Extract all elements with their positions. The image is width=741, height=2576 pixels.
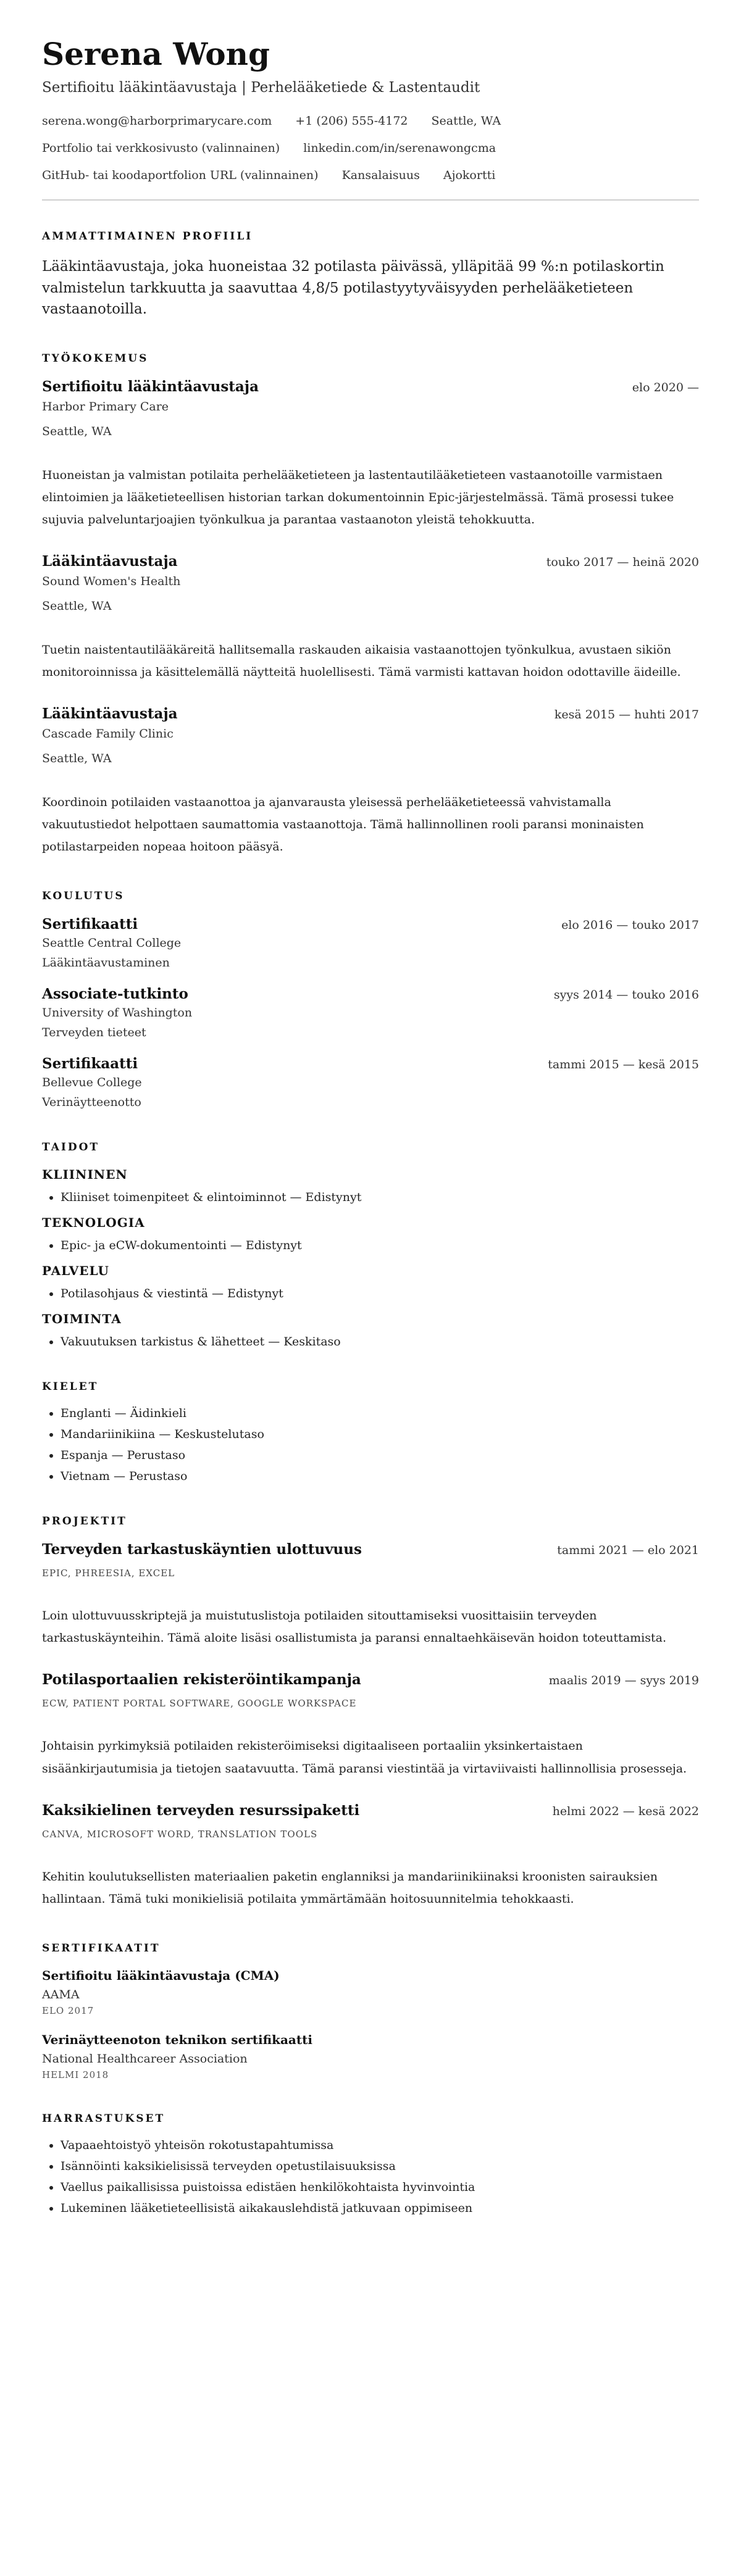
job-title: Lääkintäavustaja	[42, 705, 178, 722]
profile-text: Lääkintäavustaja, joka huoneistaa 32 potilasta päivässä, ylläpitää 99 %:n potilaskortin valmistelun tarkkuutta ja saavuttaa 4,8/5 potilastyytyväisyyden perhelääketieteen vastaanotoilla.	[42, 259, 664, 317]
skill-category: TOIMINTA	[42, 1311, 122, 1327]
projects-list	[42, 1541, 699, 1910]
certification-title: Verinäytteenoton teknikon sertifikaatti	[42, 2032, 312, 2047]
section-title: SERTIFIKAATIT	[42, 1942, 161, 1955]
github-link[interactable]: GitHub- tai koodaportfolion URL (valinnainen)	[42, 168, 319, 182]
school-name: Seattle Central College	[42, 936, 182, 950]
project-dates: maalis 2019 — syys 2019	[548, 1674, 699, 1688]
certification-org: National Healthcareer Association	[42, 2051, 248, 2066]
header-divider	[42, 199, 699, 201]
education-list	[42, 916, 699, 1109]
field-of-study: Verinäytteenotto	[42, 1095, 141, 1110]
project-description: Loin ulottuvuusskriptejä ja muistutuslistoja potilaiden sitouttamiseksi vuosittaisiin terveyden tarkastuskäynteihin. Tämä aloite lisäsi osallistumista ja paransi ennaltaehkäisevän hoidon toteuttamista.	[42, 1609, 666, 1645]
skill-group	[42, 1263, 699, 1300]
skills-list	[42, 1167, 699, 1348]
skill-group	[42, 1215, 699, 1252]
degree: Sertifikaatti	[42, 1055, 138, 1073]
project-tools: EPIC, PHREESIA, EXCEL	[42, 1568, 175, 1579]
job-description: Huoneistan ja valmistan potilaita perhelääketieteen ja lastentautilääketieteen vastaanotoille varmistaen elintoimien ja lääketieteellisen historian tarkan dokumentoinnin Epic-järjestelmässä. Tämä prosessi tukee sujuvia palveluntarjoajien työnkulkua ja parantaa vastaanoton yleistä tehokkuutta.	[42, 468, 674, 526]
project-tools: ECW, PATIENT PORTAL SOFTWARE, GOOGLE WORKSPACE	[42, 1698, 357, 1710]
education-entry	[42, 1055, 699, 1109]
resume-header	[42, 37, 699, 201]
language-item: • Espanja — Perustaso	[61, 1448, 699, 1462]
section-title: HARRASTUKSET	[42, 2112, 165, 2125]
certification-title: Sertifioitu lääkintäavustaja (CMA)	[42, 1967, 280, 1983]
entry-header	[42, 1802, 699, 1819]
project-title: Terveyden tarkastuskäyntien ulottuvuus	[42, 1541, 362, 1558]
skill-category: PALVELU	[42, 1263, 109, 1279]
certification-org: AAMA	[42, 1987, 80, 2001]
field-of-study: Lääkintäavustaminen	[42, 956, 170, 970]
job-description: Tuetin naistentautilääkäreitä hallitsemalla raskauden aikaisia vastaanottojen työnkulkua, avustaen sikiön monitoroinnissa ja käsittelemällä näytteitä huolellisesti. Tämä varmisti kattavan hoidon odottaville äideille.	[42, 642, 681, 679]
section-title: AMMATTIMAINEN PROFIILI	[42, 230, 253, 243]
projects-section	[42, 1515, 699, 1910]
entry-header	[42, 378, 699, 395]
entry-header	[42, 553, 699, 570]
school-name: University of Washington	[42, 1006, 193, 1020]
company-name: Cascade Family Clinic	[42, 726, 174, 741]
citizenship: Kansalaisuus	[341, 168, 420, 182]
section-title: TAIDOT	[42, 1141, 100, 1154]
section-title: TYÖKOKEMUS	[42, 352, 149, 365]
job-dates: touko 2017 — heinä 2020	[546, 555, 699, 569]
entry-header	[42, 916, 699, 933]
language-item: • Englanti — Äidinkieli	[61, 1406, 699, 1420]
company-name: Sound Women's Health	[42, 574, 181, 588]
project-title: Potilasportaalien rekisteröintikampanja	[42, 1671, 361, 1689]
section-title: PROJEKTIT	[42, 1515, 127, 1528]
education-entry	[42, 986, 699, 1039]
job-title: Sertifioitu lääkintäavustaja	[42, 378, 259, 395]
skill-items	[42, 1287, 699, 1300]
certification-entry	[42, 1968, 699, 2016]
skills-section	[42, 1141, 699, 1348]
contact-row-2	[42, 141, 699, 155]
project-dates: helmi 2022 — kesä 2022	[552, 1804, 699, 1818]
skill-item: • Kliiniset toimenpiteet & elintoiminnot — Edistynyt	[61, 1190, 699, 1204]
experience-entry	[42, 705, 699, 858]
hobby-item: • Lukeminen lääketieteellisistä aikakauslehdistä jatkuvaan oppimiseen	[61, 2201, 699, 2215]
linkedin-link[interactable]: linkedin.com/in/serenawongcma	[303, 141, 496, 155]
skill-group	[42, 1167, 699, 1204]
experience-section	[42, 352, 699, 858]
skill-items	[42, 1190, 699, 1204]
location: Seattle, WA	[431, 114, 501, 128]
project-dates: tammi 2021 — elo 2021	[557, 1544, 699, 1558]
school-name: Bellevue College	[42, 1076, 142, 1090]
job-title: Lääkintäavustaja	[42, 552, 178, 570]
contact-row-3	[42, 168, 699, 182]
certification-entry	[42, 2032, 699, 2080]
experience-list	[42, 378, 699, 858]
drivers-license: Ajokortti	[443, 168, 496, 182]
job-location: Seattle, WA	[42, 751, 112, 765]
project-entry	[42, 1671, 699, 1779]
section-title: KOULUTUS	[42, 890, 125, 903]
project-title: Kaksikielinen terveyden resurssipaketti	[42, 1801, 360, 1819]
email[interactable]: serena.wong@harborprimarycare.com	[42, 114, 272, 128]
skill-category: TEKNOLOGIA	[42, 1215, 145, 1231]
degree: Sertifikaatti	[42, 916, 138, 933]
project-entry	[42, 1541, 699, 1649]
certifications-section	[42, 1942, 699, 2080]
language-item: • Vietnam — Perustaso	[61, 1469, 699, 1483]
job-description: Koordinoin potilaiden vastaanottoa ja ajanvarausta yleisessä perhelääketieteessä vahvistamalla vakuutustiedot helpottaen saumattomia vastaanottoja. Tämä hallinnollinen rooli paransi moninaisten potilastarpeiden nopeaa hoitoon pääsyä.	[42, 795, 644, 854]
hobbies-list	[42, 2138, 699, 2215]
skill-item: • Vakuutuksen tarkistus & lähetteet — Keskitaso	[61, 1335, 699, 1348]
education-entry	[42, 916, 699, 970]
skill-item: • Epic- ja eCW-dokumentointi — Edistynyt	[61, 1239, 699, 1252]
profile-section	[42, 230, 699, 320]
job-dates: elo 2020 —	[632, 380, 699, 394]
skill-items	[42, 1335, 699, 1348]
company-name: Harbor Primary Care	[42, 399, 169, 413]
experience-entry	[42, 553, 699, 683]
skill-category: KLIININEN	[42, 1167, 128, 1182]
skill-items	[42, 1239, 699, 1252]
languages-list	[42, 1406, 699, 1483]
education-section	[42, 890, 699, 1109]
education-dates: tammi 2015 — kesä 2015	[548, 1058, 699, 1072]
hobby-item: • Isännöinti kaksikielisissä terveyden opetustilaisuuksissa	[61, 2159, 699, 2173]
certifications-list	[42, 1968, 699, 2080]
education-dates: elo 2016 — touko 2017	[561, 918, 699, 933]
skill-item: • Potilasohjaus & viestintä — Edistynyt	[61, 1287, 699, 1300]
hobby-item: • Vapaaehtoistyö yhteisön rokotustapahtumissa	[61, 2138, 699, 2152]
project-entry	[42, 1802, 699, 1910]
language-item: • Mandariinikiina — Keskustelutaso	[61, 1427, 699, 1441]
job-location: Seattle, WA	[42, 599, 112, 613]
job-location: Seattle, WA	[42, 424, 112, 438]
phone[interactable]: +1 (206) 555-4172	[295, 114, 408, 128]
experience-entry	[42, 378, 699, 531]
hobby-item: • Vaellus paikallisissa puistoissa edistäen henkilökohtaista hyvinvointia	[61, 2180, 699, 2194]
field-of-study: Terveyden tieteet	[42, 1026, 146, 1040]
languages-section	[42, 1381, 699, 1483]
certification-date: ELO 2017	[42, 2005, 94, 2016]
section-title: KIELET	[42, 1381, 99, 1394]
hobbies-section	[42, 2113, 699, 2215]
entry-header	[42, 1671, 699, 1688]
headline: Sertifioitu lääkintäavustaja | Perhelääketiede & Lastentaudit	[42, 80, 480, 96]
entry-header	[42, 986, 699, 1002]
portfolio-link[interactable]: Portfolio tai verkkosivusto (valinnainen)	[42, 141, 280, 155]
entry-header	[42, 705, 699, 722]
contact-row-1	[42, 114, 699, 128]
project-description: Kehitin koulutuksellisten materiaalien paketin englanniksi ja mandariinikiinaksi kroonisten sairauksien hallintaan. Tämä tuki monikielisiä potilaita ymmärtämään hoitosuunnitelmia tehokkaasti.	[42, 1869, 658, 1906]
entry-header	[42, 1541, 699, 1558]
certification-date: HELMI 2018	[42, 2069, 109, 2080]
degree: Associate-tutkinto	[42, 986, 188, 1003]
project-tools: CANVA, MICROSOFT WORD, TRANSLATION TOOLS	[42, 1828, 318, 1840]
job-dates: kesä 2015 — huhti 2017	[554, 707, 699, 721]
education-dates: syys 2014 — touko 2016	[553, 988, 699, 1002]
project-description: Johtaisin pyrkimyksiä potilaiden rekisteröimiseksi digitaaliseen portaaliin yksinkertaistaen sisäänkirjautumisia ja tietojen saatavuutta. Tämä paransi viestintää ja virtaviivaisti hallinnollisia prosesseja.	[42, 1739, 687, 1776]
entry-header	[42, 1055, 699, 1072]
candidate-name: Serena Wong	[42, 36, 270, 72]
skill-group	[42, 1311, 699, 1348]
